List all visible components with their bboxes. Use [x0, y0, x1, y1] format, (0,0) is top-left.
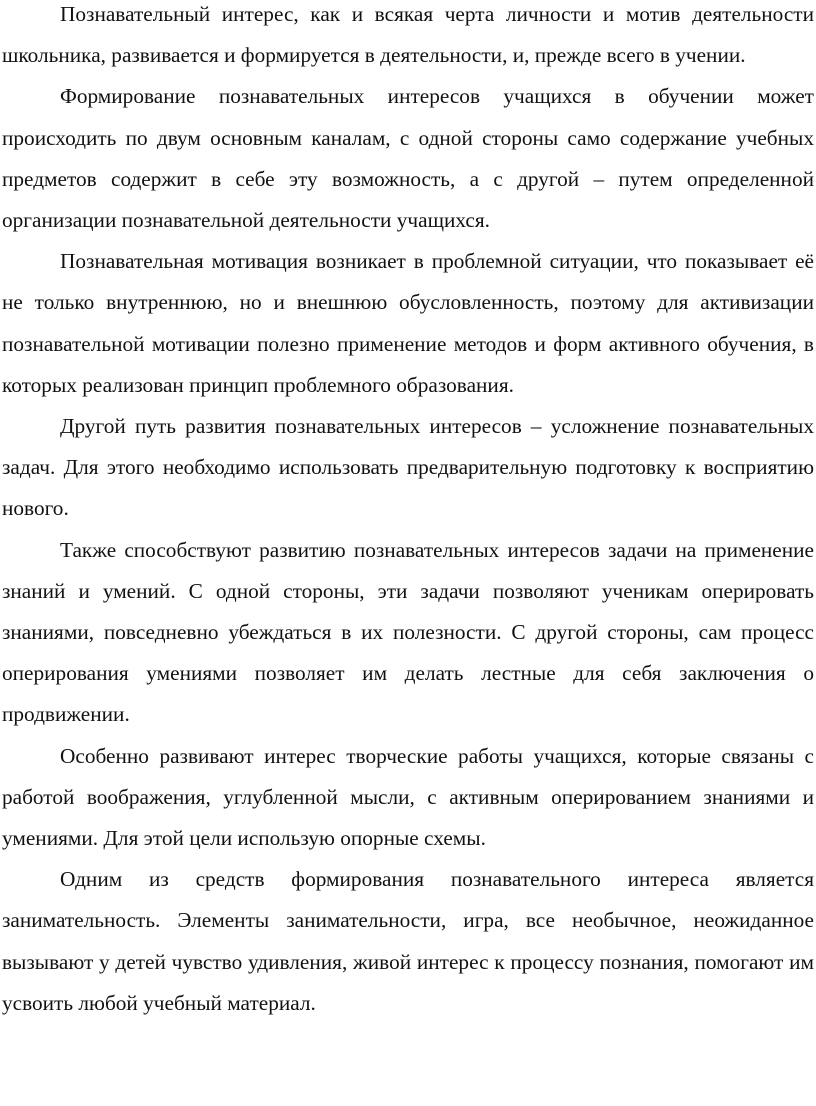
paragraph-1: Познавательный интерес, как и всякая черта личности и мотив деятельности школьника, развивается и формируется в деятельности, и, прежде всего в учении.	[2, 2, 814, 68]
paragraph-6: Особенно развивают интерес творческие работы учащихся, которые связаны с работой воображения, углубленной мысли, с активным оперированием знаниями и умениями. Для этой цели использую опорные схемы.	[2, 743, 814, 851]
paragraph-4: Другой путь развития познавательных интересов – усложнение познавательных задач. Для этого необходимо использовать предварительную подготовку к восприятию нового.	[2, 414, 814, 521]
paragraph-5: Также способствуют развитию познавательных интересов задачи на применение знаний и умений. С одной стороны, эти задачи позволяют ученикам оперировать знаниями, повседневно убеждаться в их полезности. С другой стороны, сам процесс оперирования умениями позволяет им делать лестные для себя заключения о продвижении.	[2, 537, 814, 727]
paragraph-7: Одним из средств формирования познавательного интереса является занимательность. Элементы занимательности, игра, все необычное, неожиданное вызывают у детей чувство удивления, живой интерес к процессу познания, помогают им усвоить любой учебный материал.	[2, 867, 814, 1015]
document-body	[2, 0, 814, 1024]
paragraph-3: Познавательная мотивация возникает в проблемной ситуации, что показывает её не только внутреннюю, но и внешнюю обусловленность, поэтому для активизации познавательной мотивации полезно применение методов и форм активного обучения, в которых реализован принцип проблемного образования.	[2, 249, 814, 397]
paragraph-2: Формирование познавательных интересов учащихся в обучении может происходить по двум основным каналам, с одной стороны само содержание учебных предметов содержит в себе эту возможность, а с другой – путем определенной организации познавательной деятельности учащихся.	[2, 84, 814, 233]
